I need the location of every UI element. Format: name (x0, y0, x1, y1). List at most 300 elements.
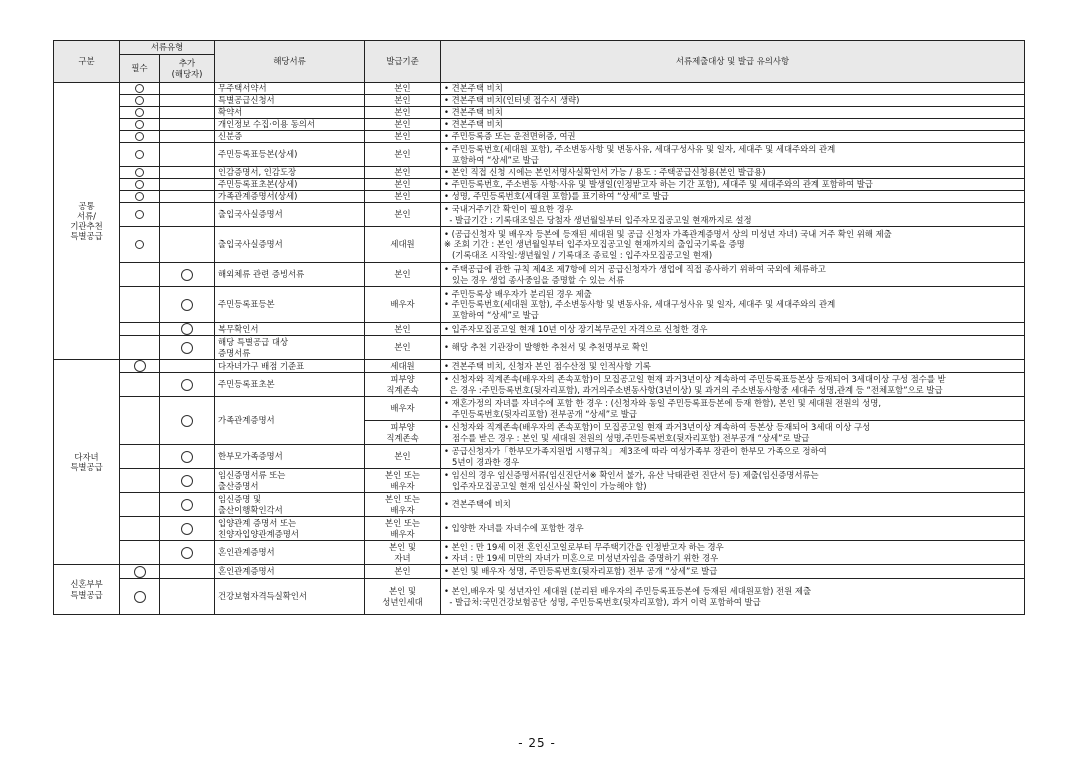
note-cell (441, 107, 1025, 119)
document-name-line: 주민등록표초본(상세) (218, 179, 298, 190)
note-line: ※ 조회 기간 : 본인 생년월일부터 입주자모집공고일 현재까지의 출입국기록을 증명 (444, 239, 745, 250)
document-name-line: 출산증명서 (218, 480, 259, 491)
issue-basis (365, 131, 441, 143)
note-cell (441, 565, 1025, 579)
circle-mark-icon (134, 566, 146, 578)
table-row (54, 336, 1025, 360)
issue-basis (365, 227, 441, 263)
issue-basis (365, 167, 441, 179)
document-name (215, 107, 365, 119)
table-header (54, 41, 1025, 83)
additional-mark-cell (160, 397, 215, 445)
required-mark-cell (120, 336, 160, 360)
additional-mark-cell (160, 143, 215, 167)
issue-basis-line: 본인 및 (389, 542, 416, 553)
note-cell (441, 131, 1025, 143)
document-name-line: 해당 특별공급 대상 (218, 337, 289, 348)
issue-basis (365, 336, 441, 360)
circle-mark-icon (135, 96, 144, 105)
note-line: • 해당 추천 기관장이 발행한 추천서 및 추천명부로 확인 (444, 342, 649, 353)
document-name (215, 493, 365, 517)
note-line: • 재혼가정의 자녀를 자녀수에 포함 한 경우 : (신청자와 동일 주민등록표등본에 등재 한함), 본인 및 세대원 전원의 성명, (444, 398, 882, 409)
note-cell (441, 493, 1025, 517)
document-name-line: 특별공급신청서 (218, 95, 275, 106)
additional-mark-cell (160, 263, 215, 287)
note-line: • 견본주택 비치 (444, 119, 503, 130)
header-document: 해당서류 (215, 41, 365, 83)
note-line: • 본인 및 배우자 성명, 주민등록번호(뒷자리포함) 전부 공개 “상세”로 발급 (444, 566, 718, 577)
note-cell (441, 360, 1025, 373)
note-line: 포함하여 “상세”로 발급 (444, 154, 539, 165)
additional-mark-cell (160, 131, 215, 143)
note-line: • 공급신청자가「한부모가족지원법 시행규칙」 제3조에 따라 여성가족부 장관이 한부모 가족으로 정하여 (444, 446, 827, 457)
issue-basis-line: 직계존속 (386, 384, 419, 395)
table-row (54, 167, 1025, 179)
issue-basis-line: 본인 (394, 179, 411, 190)
document-name-line: 주민등록표등본(상세) (218, 149, 298, 160)
note-line: • 본인 : 만 19세 이전 혼인신고일로부터 무주택기간을 인정받고자 하는 경우 (444, 542, 724, 553)
note-line: • (공급신청자 및 배우자 등본에 등재된 세대원 및 공급 신청자 가족관계증명서 상의 미성년 자녀) 국내 거주 확인 위해 제출 (444, 229, 892, 240)
table-row (54, 579, 1025, 615)
issue-basis-line: 본인 (394, 566, 411, 577)
additional-mark-cell (160, 336, 215, 360)
document-name-line: 주민등록표초본 (218, 379, 275, 390)
group-category (54, 360, 120, 565)
group-category (54, 565, 120, 615)
table-body (54, 83, 1025, 615)
required-mark-cell (120, 83, 160, 95)
required-mark-cell (120, 95, 160, 107)
note-cell (441, 336, 1025, 360)
additional-mark-cell (160, 83, 215, 95)
issue-basis (365, 287, 441, 323)
required-mark-cell (120, 445, 160, 469)
issue-basis-line: 본인 또는 (384, 494, 421, 505)
group-category-line: 특별공급 (70, 462, 103, 472)
additional-mark-cell (160, 323, 215, 336)
table-row (54, 143, 1025, 167)
note-cell (441, 579, 1025, 615)
header-category: 구분 (54, 41, 120, 83)
issue-basis (365, 119, 441, 131)
note-cell (441, 119, 1025, 131)
additional-mark-cell (160, 579, 215, 615)
note-line: 5년이 경과한 경우 (444, 456, 520, 467)
note-line: • 본인 직접 신청 시에는 본인서명사실확인서 가능 / 용도 : 주택공급신청용(본인 발급용) (444, 167, 766, 178)
note-cell (441, 179, 1025, 191)
header-additional (160, 55, 215, 83)
circle-mark-icon (181, 379, 193, 391)
note-cell (441, 541, 1025, 565)
additional-mark-cell (160, 191, 215, 203)
document-name-line: 친양자입양관계증명서 (218, 528, 299, 539)
document-name (215, 373, 365, 397)
note-line: 있는 경우 생업 종사중임을 증명할 수 있는 서류 (444, 274, 625, 285)
table-row (54, 227, 1025, 263)
document-name-line: 출입국사실증명서 (218, 209, 283, 220)
note-line: 포함하여 “상세”로 발급 (444, 309, 539, 320)
document-name (215, 167, 365, 179)
note-cell (441, 203, 1025, 227)
issue-basis-line: 성년인세대 (382, 596, 423, 607)
document-name-line: 개인정보 수집·이용 동의서 (218, 119, 315, 130)
document-name-line: 가족관계증명서(상세) (218, 191, 298, 202)
note-cell (441, 191, 1025, 203)
table-row (54, 469, 1025, 493)
table-row (54, 83, 1025, 95)
issue-basis-line: 피부양 (390, 374, 415, 385)
issue-basis (365, 445, 441, 469)
note-line: • 본인,배우자 및 성년자인 세대원 (분리된 배우자의 주민등록표등본에 등재된 세대원포함) 전원 제출 (444, 586, 812, 597)
document-name-line: 혼인관계증명서 (218, 566, 275, 577)
required-mark-cell (120, 131, 160, 143)
circle-mark-icon (181, 523, 193, 535)
table-row (54, 445, 1025, 469)
note-line: 주민등록번호(뒷자리포함) 전부공개 “상세”로 발급 (444, 408, 637, 419)
table-row (54, 323, 1025, 336)
issue-basis (365, 360, 441, 373)
table-row (54, 95, 1025, 107)
required-mark-cell (120, 360, 160, 373)
note-line: 입주자모집공고일 현재 임신사실 확인이 가능해야 함) (444, 480, 647, 491)
issue-basis-line: 본인 및 (389, 586, 416, 597)
table-row (54, 565, 1025, 579)
issue-basis (365, 397, 441, 421)
document-name (215, 336, 365, 360)
document-name (215, 287, 365, 323)
note-cell (441, 167, 1025, 179)
document-name-line: 해외체류 관련 증빙서류 (218, 269, 305, 280)
group-category-line: 다자녀 (74, 451, 99, 462)
header-applicable-label: (해당자) (171, 68, 203, 79)
issue-basis-line: 세대원 (390, 360, 415, 371)
circle-mark-icon (135, 192, 144, 201)
circle-mark-icon (181, 299, 193, 311)
issue-basis-line: 본인 (394, 191, 411, 202)
issue-basis (365, 541, 441, 565)
circle-mark-icon (181, 451, 193, 463)
circle-mark-icon (135, 108, 144, 117)
circle-mark-icon (181, 342, 193, 354)
circle-mark-icon (135, 84, 144, 93)
note-line: • 신청자와 직계존속(배우자의 존속포함)이 모집공고일 현재 과거3년이상 계속하여 주민등록표등본상 등재되어 3세대이상 구성 점수를 받 (444, 374, 946, 385)
note-cell (441, 323, 1025, 336)
document-name-line: 건강보험자격득실확인서 (218, 591, 307, 602)
document-name (215, 179, 365, 191)
document-name-line: 확약서 (218, 107, 243, 118)
circle-mark-icon (135, 168, 144, 177)
additional-mark-cell (160, 445, 215, 469)
document-name (215, 227, 365, 263)
table-row (54, 179, 1025, 191)
note-line: • 견본주택 비치(인터넷 접수시 생략) (444, 95, 580, 106)
header-issue-basis: 발급기준 (365, 41, 441, 83)
document-name (215, 263, 365, 287)
group-category (54, 83, 120, 360)
note-cell (441, 95, 1025, 107)
note-line: • 견본주택 비치, 신청자 본인 점수산정 및 인적사항 기록 (444, 360, 651, 371)
issue-basis (365, 191, 441, 203)
additional-mark-cell (160, 541, 215, 565)
required-mark-cell (120, 287, 160, 323)
additional-mark-cell (160, 565, 215, 579)
required-mark-cell (120, 373, 160, 397)
document-name (215, 579, 365, 615)
issue-basis-line: 피부양 (390, 422, 415, 433)
required-mark-cell (120, 323, 160, 336)
note-line: 은 경우 :주민등록번호(뒷자리포함), 과거의주소변동사항(3년이상) 및 과거의 주소변동사항중 세대주 성명,관계 등 “전체포함”으로 발급 (444, 384, 943, 395)
document-table (53, 40, 1025, 615)
issue-basis-line: 본인 (394, 119, 411, 130)
document-name (215, 360, 365, 373)
note-cell (441, 517, 1025, 541)
note-cell (441, 469, 1025, 493)
additional-mark-cell (160, 119, 215, 131)
issue-basis (365, 579, 441, 615)
additional-mark-cell (160, 203, 215, 227)
document-name (215, 541, 365, 565)
note-cell (441, 287, 1025, 323)
note-line: • 주택공급에 관한 규칙 제4조 제7항에 의거 공급신청자가 생업에 직접 종사하기 위하여 국외에 체류하고 (444, 264, 826, 275)
group-category-line: 기관추천 (70, 221, 103, 231)
issue-basis-line: 본인 (394, 107, 411, 118)
circle-mark-icon (181, 499, 193, 511)
page-number: - 25 - (518, 736, 556, 750)
additional-mark-cell (160, 167, 215, 179)
document-name (215, 323, 365, 336)
table-row (54, 287, 1025, 323)
document-name (215, 469, 365, 493)
issue-basis-line: 본인 (394, 209, 411, 220)
required-mark-cell (120, 579, 160, 615)
table-row (54, 397, 1025, 421)
circle-mark-icon (135, 210, 144, 219)
table-row (54, 517, 1025, 541)
document-name-line: 출산이행확인각서 (218, 504, 283, 515)
note-cell (441, 445, 1025, 469)
document-name (215, 143, 365, 167)
document-name-line: 복무확인서 (218, 323, 259, 334)
additional-mark-cell (160, 469, 215, 493)
note-line: - 발급기간 : 기록대조일은 당첨자 생년월일부터 입주자모집공고일 현재까지로 설정 (444, 214, 752, 225)
table-row (54, 541, 1025, 565)
document-name-line: 주민등록표등본 (218, 299, 275, 310)
group-category-line: 특별공급 (70, 231, 103, 242)
required-mark-cell (120, 493, 160, 517)
issue-basis-line: 본인 또는 (384, 518, 421, 529)
document-name (215, 397, 365, 445)
additional-mark-cell (160, 493, 215, 517)
circle-mark-icon (181, 547, 193, 559)
additional-mark-cell (160, 179, 215, 191)
note-line: • 주민등록상 배우자가 분리된 경우 제출 (444, 289, 592, 300)
required-mark-cell (120, 517, 160, 541)
table-row (54, 131, 1025, 143)
required-mark-cell (120, 203, 160, 227)
header-additional-label: 추가 (178, 58, 196, 69)
document-name-line: 신분증 (218, 131, 243, 142)
required-mark-cell (120, 469, 160, 493)
issue-basis-line: 직계존속 (386, 432, 419, 443)
issue-basis-line: 본인 (394, 131, 411, 142)
issue-basis (365, 143, 441, 167)
note-line: (기록대조 시작일:생년월일 / 기록대조 종료일 : 입주자모집공고일 현재) (444, 249, 713, 260)
circle-mark-icon (181, 269, 193, 281)
note-line: • 주민등록번호(세대원 포함), 주소변동사항 및 변동사유, 세대구성사유 및 일자, 세대주 및 세대주와의 관계 (444, 299, 836, 310)
required-mark-cell (120, 119, 160, 131)
issue-basis (365, 565, 441, 579)
document-name-line: 출입국사실증명서 (218, 239, 283, 250)
issue-basis-line: 본인 (394, 95, 411, 106)
issue-basis-line: 본인 (394, 323, 411, 334)
additional-mark-cell (160, 95, 215, 107)
document-name (215, 191, 365, 203)
additional-mark-cell (160, 227, 215, 263)
circle-mark-icon (181, 415, 193, 427)
issue-basis (365, 323, 441, 336)
circle-mark-icon (135, 150, 144, 159)
note-cell (441, 397, 1025, 421)
issue-basis (365, 421, 441, 445)
note-line: • 주민등록번호(세대원 포함), 주소변동사항 및 변동사유, 세대구성사유 및 일자, 세대주 및 세대주와의 관계 (444, 144, 836, 155)
circle-mark-icon (181, 475, 193, 487)
document-name (215, 203, 365, 227)
issue-basis (365, 203, 441, 227)
issue-basis-line: 배우자 (390, 480, 415, 491)
document-name (215, 83, 365, 95)
circle-mark-icon (135, 240, 144, 249)
document-name-line: 입양관계 증명서 또는 (218, 518, 297, 529)
note-cell (441, 421, 1025, 445)
required-mark-cell (120, 179, 160, 191)
issue-basis-line: 배우자 (390, 403, 415, 414)
note-line: • 주민등록번호, 주소변동 사항·사유 및 발생일(인정받고자 하는 기간 포함), 세대주 및 세대주와의 관계 포함하여 발급 (444, 179, 873, 190)
table-row (54, 263, 1025, 287)
issue-basis (365, 469, 441, 493)
issue-basis-line: 자녀 (394, 552, 411, 563)
document-name-line: 다자녀가구 배점 기준표 (218, 360, 305, 371)
issue-basis-line: 본인 (394, 149, 411, 160)
required-mark-cell (120, 167, 160, 179)
circle-mark-icon (134, 591, 146, 603)
note-line: • 자녀 : 만 19세 미만의 자녀가 미혼으로 미성년자임을 증명하기 위한 경우 (444, 552, 719, 563)
issue-basis-line: 본인 (394, 167, 411, 178)
table-row (54, 360, 1025, 373)
document-name-line: 무주택서약서 (218, 83, 267, 94)
circle-mark-icon (181, 323, 193, 335)
issue-basis (365, 263, 441, 287)
note-line: • 견본주택에 비치 (444, 499, 511, 510)
document-name (215, 95, 365, 107)
header-doc-type: 서류유형 (120, 41, 215, 55)
issue-basis-line: 본인 또는 (384, 470, 421, 481)
required-mark-cell (120, 107, 160, 119)
circle-mark-icon (135, 132, 144, 141)
required-mark-cell (120, 227, 160, 263)
document-name-line: 한부모가족증명서 (218, 451, 283, 462)
header-required: 필수 (120, 55, 160, 83)
additional-mark-cell (160, 373, 215, 397)
issue-basis-line: 배우자 (390, 504, 415, 515)
document-name-line: 임신증명서류 또는 (218, 470, 286, 481)
issue-basis (365, 95, 441, 107)
note-line: • 임신의 경우 임신증명서류(임신진단서※ 확인서 불가, 유산 낙태관련 진단서 등) 제출(임신증명서류는 (444, 470, 819, 481)
note-cell (441, 373, 1025, 397)
document-name-line: 혼인관계증명서 (218, 547, 275, 558)
issue-basis-line: 본인 (394, 342, 411, 353)
issue-basis-line: 본인 (394, 269, 411, 280)
table-row (54, 373, 1025, 397)
required-mark-cell (120, 565, 160, 579)
note-cell (441, 83, 1025, 95)
note-cell (441, 227, 1025, 263)
note-cell (441, 143, 1025, 167)
issue-basis (365, 493, 441, 517)
required-mark-cell (120, 397, 160, 445)
note-line: - 발급처:국민건강보험공단 성명, 주민등록번호(뒷자리포함), 과거 이력 포함하여 발급 (444, 596, 761, 607)
header-notes: 서류제출대상 및 발급 유의사항 (441, 41, 1025, 83)
note-line: 점수를 받은 경우 : 본인 및 세대원 전원의 성명,주민등록번호(뒷자리포함) 전부공개 “상세”로 발급 (444, 432, 810, 443)
issue-basis (365, 83, 441, 95)
issue-basis-line: 배우자 (390, 528, 415, 539)
document-name-line: 임신증명 및 (218, 494, 262, 505)
note-line: • 성명, 주민등록번호(세대원 포함)를 표기하여 “상세”로 발급 (444, 191, 669, 202)
document-name (215, 517, 365, 541)
additional-mark-cell (160, 107, 215, 119)
issue-basis (365, 517, 441, 541)
group-category-line: 서류/ (76, 210, 96, 221)
document-name-line: 인감증명서, 인감도장 (218, 167, 297, 178)
table-row (54, 191, 1025, 203)
issue-basis-line: 배우자 (390, 299, 415, 310)
group-category-line: 특별공급 (70, 589, 103, 600)
note-line: • 주민등록증 또는 운전면허증, 여권 (444, 131, 576, 142)
document-name (215, 131, 365, 143)
issue-basis-line: 세대원 (390, 239, 415, 250)
document-name-line: 증명서류 (218, 347, 251, 358)
note-line: • 신청자와 직계존속(배우자의 존속포함)이 모집공고일 현재 과거3년이상 계속하여 등본상 등재되어 3세대 이상 구성 (444, 422, 871, 433)
required-mark-cell (120, 191, 160, 203)
table-row (54, 493, 1025, 517)
circle-mark-icon (135, 180, 144, 189)
required-mark-cell (120, 263, 160, 287)
note-line: • 견본주택 비치 (444, 107, 503, 118)
issue-basis (365, 179, 441, 191)
note-line: • 국내거주기간 확인이 필요한 경우 (444, 204, 573, 215)
additional-mark-cell (160, 360, 215, 373)
group-category-line: 공통 (78, 200, 95, 211)
document-name (215, 119, 365, 131)
required-mark-cell (120, 541, 160, 565)
issue-basis (365, 373, 441, 397)
circle-mark-icon (134, 360, 146, 372)
note-line: • 입양한 자녀를 자녀수에 포함한 경우 (444, 523, 584, 534)
additional-mark-cell (160, 287, 215, 323)
required-mark-cell (120, 143, 160, 167)
table-row (54, 203, 1025, 227)
issue-basis-line: 본인 (394, 83, 411, 94)
table-row (54, 107, 1025, 119)
note-line: • 견본주택 비치 (444, 83, 503, 94)
document-name (215, 445, 365, 469)
issue-basis-line: 본인 (394, 451, 411, 462)
note-line: • 입주자모집공고일 현재 10년 이상 장기복무군인 자격으로 신청한 경우 (444, 323, 708, 334)
additional-mark-cell (160, 517, 215, 541)
document-name-line: 가족관계증명서 (218, 415, 275, 426)
issue-basis (365, 107, 441, 119)
document-name (215, 565, 365, 579)
note-cell (441, 263, 1025, 287)
